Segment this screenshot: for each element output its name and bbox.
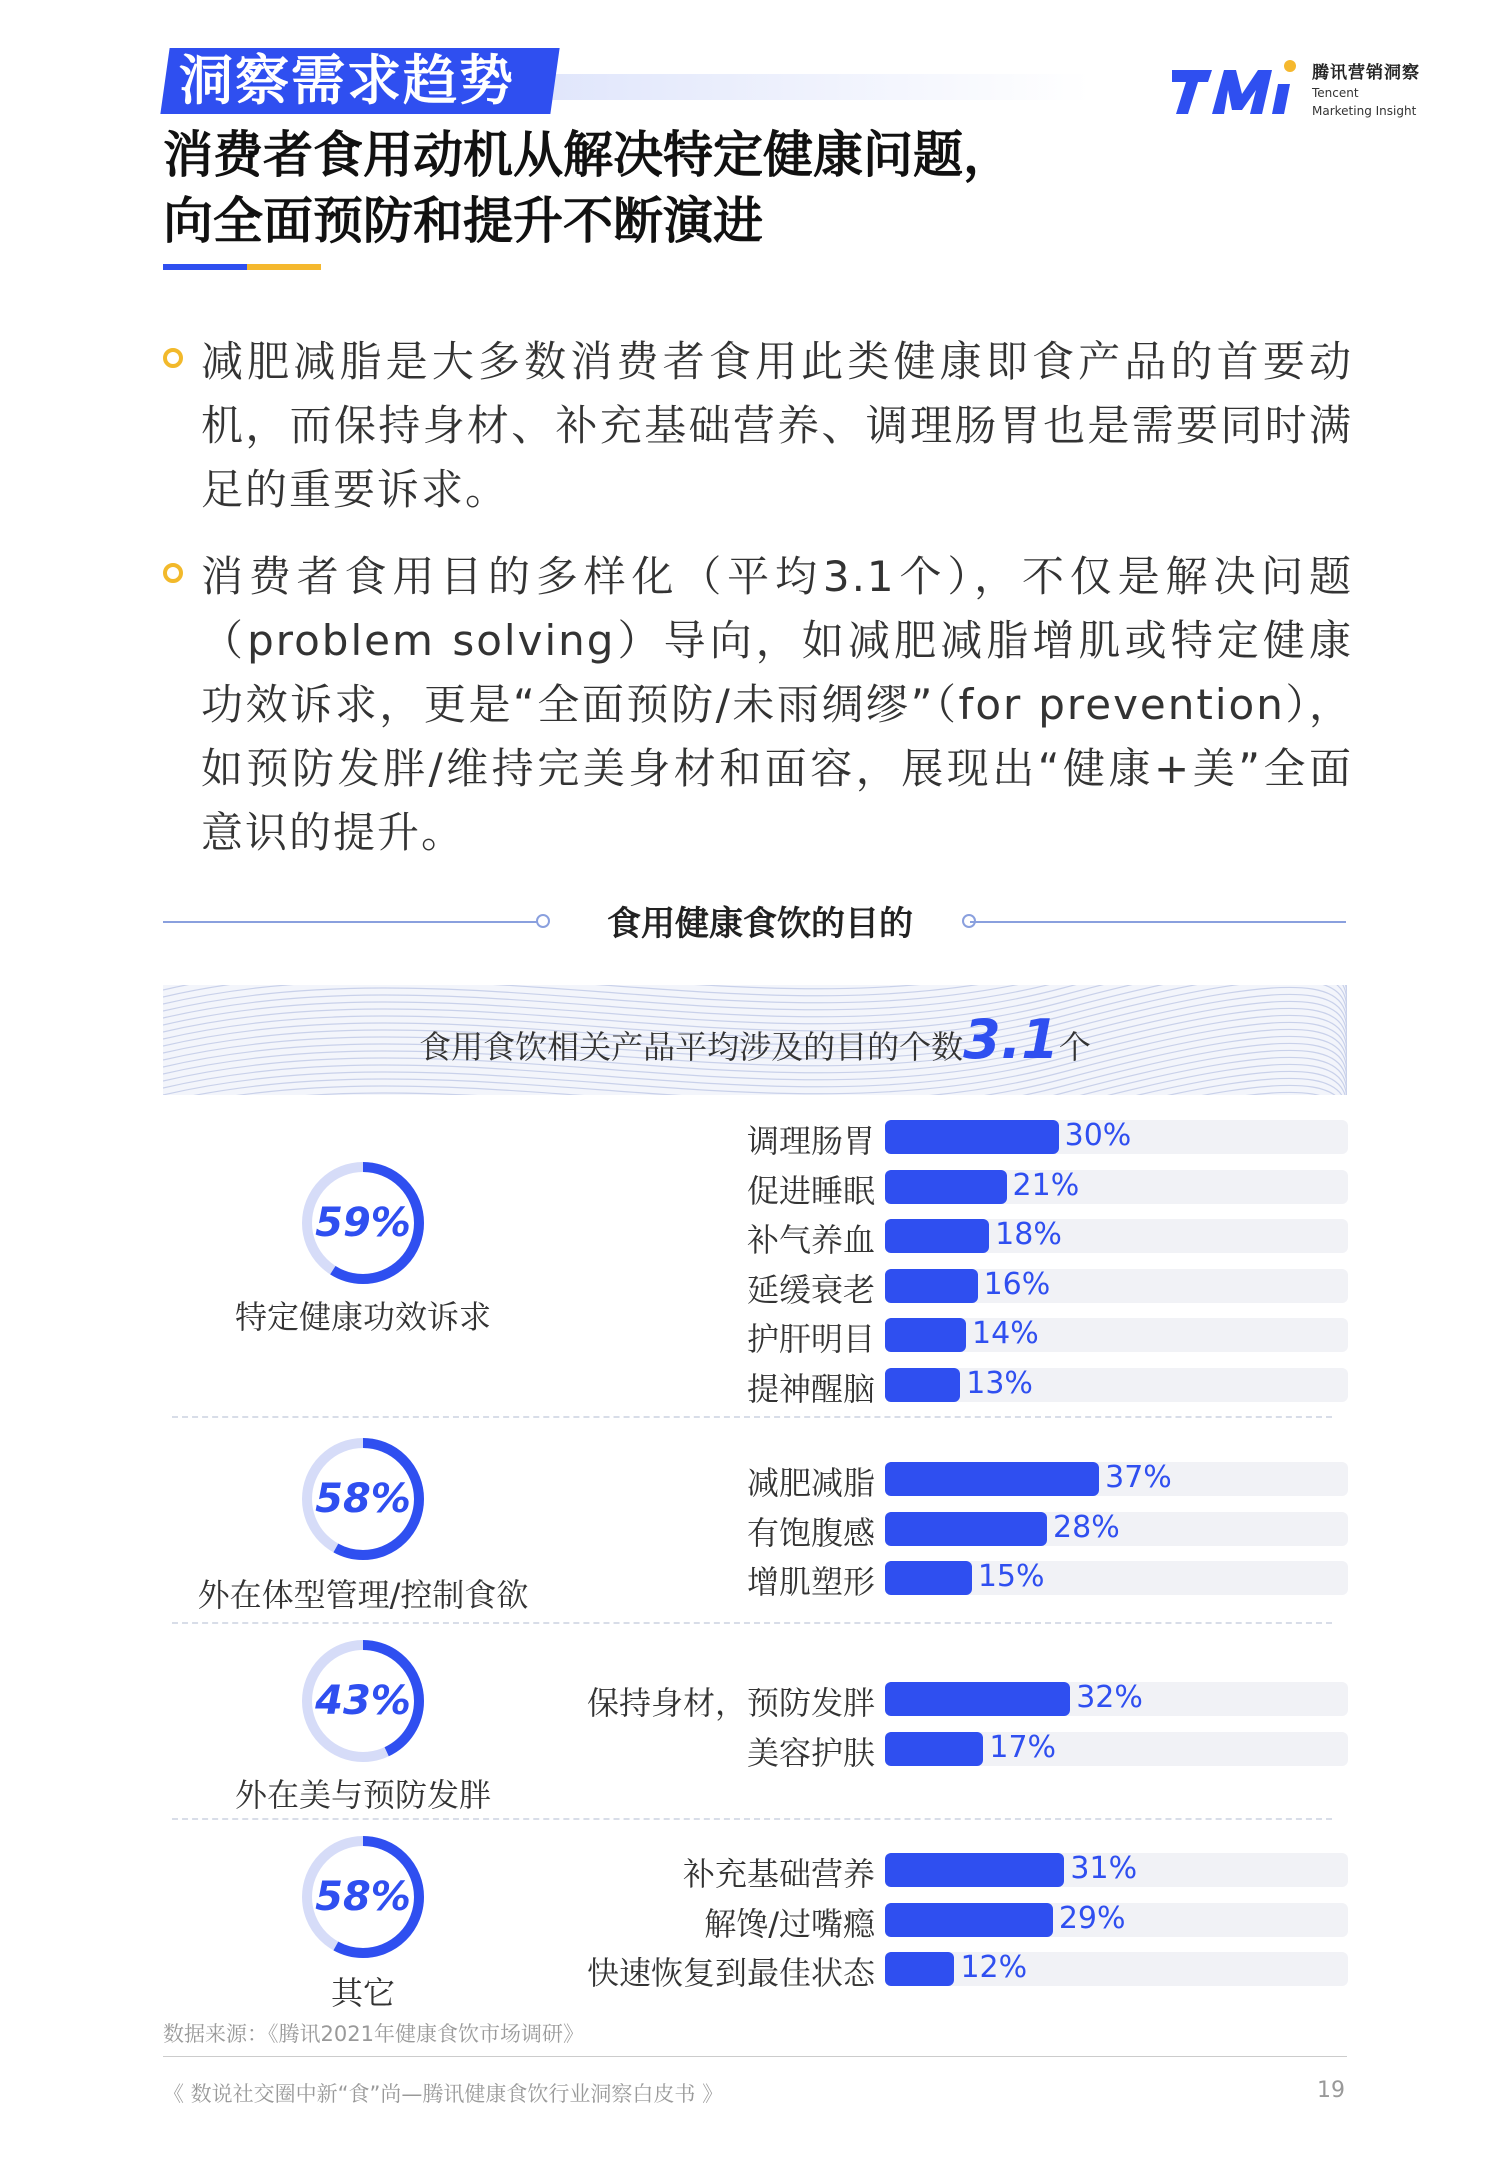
bar-value-label: 31% [1070,1851,1138,1886]
bar-fill [885,1952,954,1986]
group-ring [298,1636,428,1766]
headline-line-1: 消费者食用动机从解决特定健康问题， [163,126,1013,184]
bar-row [540,1900,1348,1943]
chart-title-rule-right [970,921,1346,923]
average-value: 3.1 [963,1008,1059,1071]
group-label: 特定健康功效诉求 [234,1298,491,1336]
bar-row [540,1118,1348,1160]
bar-value-label: 16% [983,1266,1051,1302]
section-tag-fade [530,74,1090,100]
bar-value-label: 12% [960,1950,1028,1985]
bullet-text: 消费者食用目的多样化（平均3.1个），不仅是解决问题（problem solving）导向，如减肥减脂增肌或特定健康功效诉求，更是“全面预防/未雨绸缪”（for prevention），如预防发胖/维持完美身材和面容，展现出“健康+美”全面意识的提升。 [201,552,1353,857]
bullet-item [163,330,1353,522]
bar-fill [885,1903,1053,1937]
page-headline [163,122,1163,254]
headline-underline [163,264,321,270]
logo-cn-text: 腾讯营销洞察 [1312,63,1420,83]
chart-title-rule-left [163,921,543,923]
logo-en-line1: Tencent [1312,86,1359,100]
bar-label: 解馋/过嘴瘾 [704,1904,875,1943]
group-label: 外在体型管理/控制食欲 [197,1576,529,1614]
bar-label: 保持身材，预防发胖 [586,1684,875,1722]
bar-label: 提神醒脑 [746,1369,875,1408]
tmi-logo-icon [1172,54,1302,120]
bar-label: 延缓衰老 [746,1270,875,1309]
bar-fill [885,1318,966,1352]
bar-fill [885,1219,989,1253]
group-separator [172,1416,1332,1418]
group-ring [298,1434,428,1564]
bar-label: 美容护肤 [746,1733,875,1772]
bar-row [540,1365,1348,1408]
bar-row [540,1460,1348,1502]
bar-label: 补充基础营养 [682,1855,875,1893]
bar-value-label: 37% [1105,1460,1172,1495]
group-total-value: 58% [315,1874,411,1920]
bullet-dot-icon [163,563,183,583]
bullet-dot-icon [163,348,183,368]
bullet-text: 减肥减脂是大多数消费者食用此类健康即食产品的首要动机，而保持身材、补充基础营养、调理肠胃也是需要同时满足的重要诉求。 [201,337,1353,514]
bar-fill [885,1462,1099,1496]
group-total-value: 58% [315,1476,411,1522]
bar-fill [885,1170,1007,1204]
average-suffix: 个 [1058,1028,1091,1066]
bar-label: 护肝明目 [746,1320,875,1358]
bar-label: 减肥减脂 [746,1464,875,1502]
average-banner [163,985,1347,1095]
bar-fill [885,1269,978,1303]
bar-row [540,1680,1348,1722]
bar-label: 促进睡眠 [746,1171,875,1210]
bar-value-label: 28% [1053,1509,1120,1545]
bar-value-label: 15% [977,1559,1045,1594]
data-source: 数据来源：《腾讯2021年健康食饮市场调研》 [163,2022,584,2046]
bar-label: 有饱腹感 [746,1513,875,1552]
group-label: 外在美与预防发胖 [234,1776,491,1814]
bar-row [540,1950,1348,1992]
logo-en-line2: Marketing Insight [1312,104,1417,118]
group-separator [172,1818,1332,1820]
bar-row [540,1851,1348,1893]
tmi-logo [1172,50,1432,120]
footer-doc-title: 《 数说社交圈中新“食”尚—腾讯健康食饮行业洞察白皮书 》 [163,2082,724,2106]
page-number: 19 [1317,2078,1345,2103]
bar-label: 补气养血 [746,1221,875,1259]
bar-row [540,1217,1348,1259]
average-prefix: 食用食饮相关产品平均涉及的目的个数 [419,1028,964,1066]
bar-track [885,1952,1348,1986]
group-label: 其它 [330,1974,395,2012]
bar-fill [885,1120,1059,1154]
footer-divider [163,2056,1347,2057]
headline-line-2: 向全面预防和提升不断演进 [163,192,763,250]
bar-fill [885,1512,1047,1546]
bar-row [540,1509,1348,1552]
group-total-value: 43% [315,1678,411,1724]
section-tag: 洞察需求趋势 [160,48,559,114]
bar-value-label: 17% [989,1729,1057,1765]
group-ring [298,1832,428,1962]
bar-value-label: 32% [1076,1680,1143,1715]
bar-fill [885,1561,972,1595]
bar-row [540,1167,1348,1210]
group-ring [298,1158,428,1288]
bar-value-label: 29% [1058,1900,1126,1936]
bullet-item [163,545,1353,865]
bar-fill [885,1682,1070,1716]
bar-row [540,1266,1348,1309]
bar-value-label: 30% [1064,1118,1132,1153]
bar-row [540,1316,1348,1358]
bar-row [540,1559,1348,1601]
bar-value-label: 14% [972,1316,1039,1351]
bar-value-label: 18% [995,1217,1062,1252]
group-separator [172,1622,1332,1624]
bar-fill [885,1853,1064,1887]
bar-fill [885,1732,983,1766]
bar-label: 快速恢复到最佳状态 [586,1954,875,1992]
average-text [163,985,1347,1095]
bar-value-label: 21% [1012,1167,1080,1203]
chart-title: 食用健康食饮的目的 [607,904,913,944]
bar-fill [885,1368,960,1402]
bar-value-label: 13% [966,1365,1033,1401]
chart-title-node-left [536,914,550,928]
bar-label: 增肌塑形 [746,1563,875,1601]
group-total-value: 59% [315,1200,411,1246]
bar-label: 调理肠胃 [746,1122,875,1160]
bar-row [540,1729,1348,1772]
